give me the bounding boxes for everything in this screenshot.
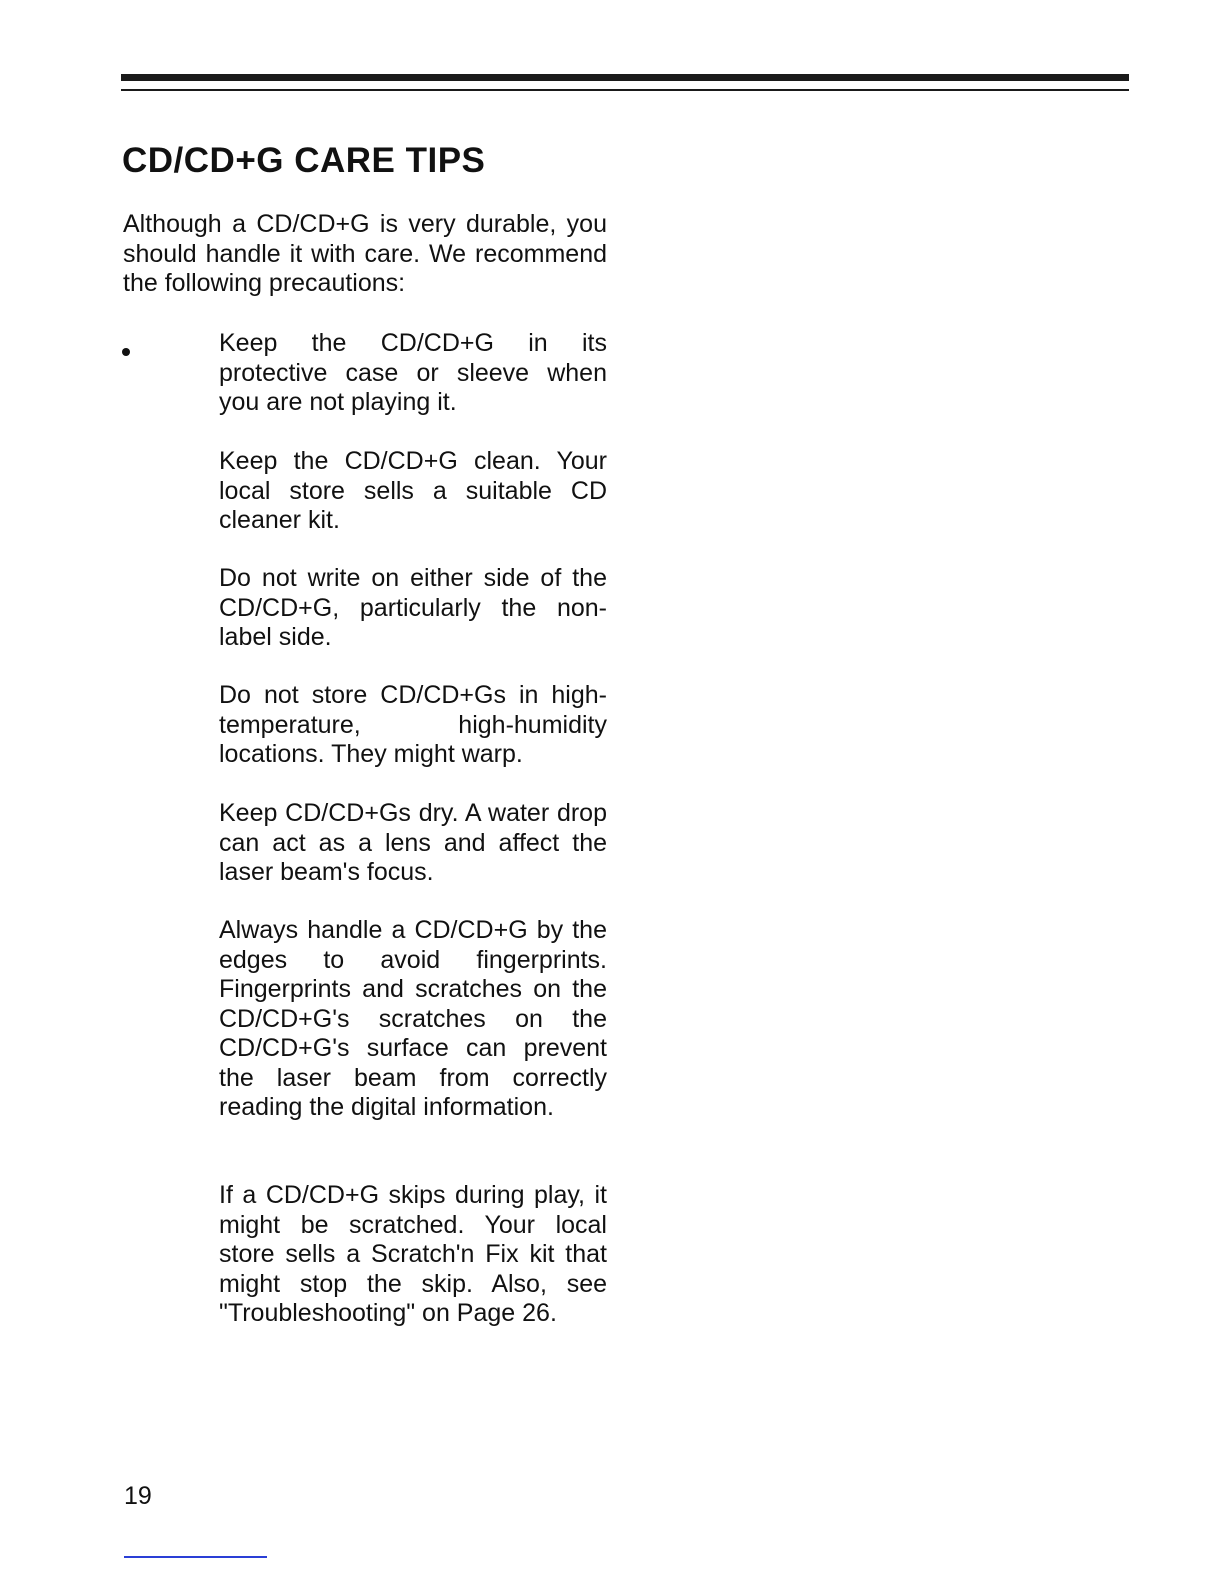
tip-item: Keep the CD/CD+G in its protective case or sleeve when you are not playing it. xyxy=(219,329,607,416)
bullet-icon xyxy=(122,348,130,356)
tip-item: Keep CD/CD+Gs dry. A water drop can act as a lens and affect the laser beam's focus. xyxy=(219,799,607,886)
header-rule-thin xyxy=(121,89,1129,91)
header-rule-thick xyxy=(121,74,1129,81)
page-title: CD/CD+G CARE TIPS xyxy=(122,141,486,180)
tip-item: Keep the CD/CD+G clean. Your local store sells a suitable CD cleaner kit. xyxy=(219,447,607,534)
tip-item: If a CD/CD+G skips during play, it might be scratched. Your local store sells a Scratch'n Fix kit that might stop the skip. Also, see "Troubleshooting" on Page 26. xyxy=(219,1181,607,1327)
intro-paragraph: Although a CD/CD+G is very durable, you should handle it with care. We recommend the following precautions: xyxy=(123,210,607,297)
tip-item: Always handle a CD/CD+G by the edges to avoid fingerprints. Fingerprints and scratches on the CD/CD+G's scratches on the CD/CD+G's surface can prevent the laser beam from correctly reading the digital information. xyxy=(219,916,607,1121)
footer-line xyxy=(124,1556,267,1558)
tip-item: Do not store CD/CD+Gs in high-temperature, high-humidity locations. They might warp. xyxy=(219,681,607,768)
tip-item: Do not write on either side of the CD/CD+G, particularly the non-label side. xyxy=(219,564,607,651)
page-number: 19 xyxy=(124,1482,152,1510)
